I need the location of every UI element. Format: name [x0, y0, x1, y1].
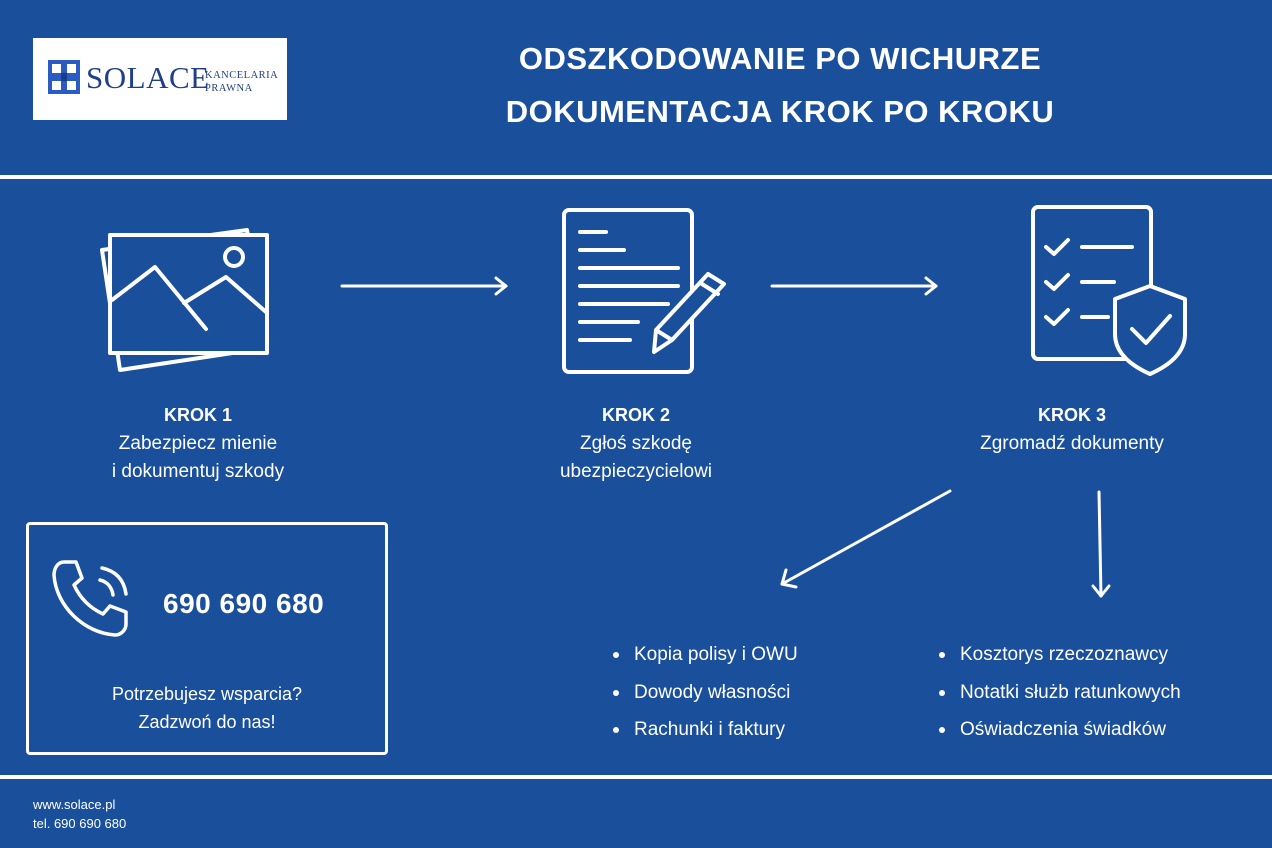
arrow-right-icon	[770, 276, 942, 296]
contact-help-line1: Potrzebujesz wsparcia?	[111, 684, 303, 704]
photos-icon	[98, 220, 283, 380]
logo-subtitle-line2: PRAWNA	[205, 83, 253, 94]
step-1-line1: Zabezpiecz mienie	[118, 433, 278, 454]
page-title-line2: DOKUMENTACJA KROK PO KROKU	[505, 94, 1055, 129]
phone-icon	[50, 558, 132, 640]
documents-list-left	[612, 636, 798, 749]
page-title-line1: ODSZKODOWANIE PO WICHURZE	[518, 41, 1042, 76]
list-item: Kopia polisy i OWU	[612, 636, 798, 674]
logo	[33, 38, 287, 120]
step-1-line2: i dokumentuj szkody	[111, 461, 285, 482]
arrow-right-icon	[340, 276, 512, 296]
contact-help-line2: Zadzwoń do nas!	[138, 712, 276, 732]
step-3	[944, 404, 1200, 458]
footer-phone: tel. 690 690 680	[33, 816, 127, 831]
step-3-label: KROK 3	[1037, 405, 1106, 425]
step-2-line2: ubezpieczycielowi	[559, 461, 713, 482]
list-item: Oświadczenia świadków	[938, 711, 1181, 749]
bottom-divider	[0, 775, 1272, 779]
step-1-label: KROK 1	[163, 405, 232, 425]
footer-website-link[interactable]: www.solace.pl	[33, 797, 116, 812]
list-item: Rachunki i faktury	[612, 711, 798, 749]
documents-list-right	[938, 636, 1181, 749]
step-2	[508, 404, 764, 486]
logo-wordmark: SOLACE	[86, 60, 210, 95]
checklist-shield-icon	[1030, 204, 1192, 379]
step-2-label: KROK 2	[601, 405, 670, 425]
document-pen-icon	[560, 206, 732, 376]
top-divider	[0, 175, 1272, 179]
arrow-down-left-icon	[770, 486, 960, 591]
arrow-down-icon	[1090, 488, 1112, 600]
logo-subtitle	[205, 69, 278, 95]
step-1	[70, 404, 326, 486]
contact-help-text	[26, 680, 388, 736]
phone-number[interactable]: 690 690 680	[163, 588, 325, 619]
logo-subtitle-line1: KANCELARIA	[205, 70, 279, 81]
step-2-line1: Zgłoś szkodę	[580, 433, 692, 454]
list-item: Kosztorys rzeczoznawcy	[938, 636, 1181, 674]
logo-mark-icon	[48, 60, 80, 94]
list-item: Dowody własności	[612, 674, 798, 712]
list-item: Notatki służb ratunkowych	[938, 674, 1181, 712]
step-3-line1: Zgromadź dokumenty	[980, 433, 1164, 454]
